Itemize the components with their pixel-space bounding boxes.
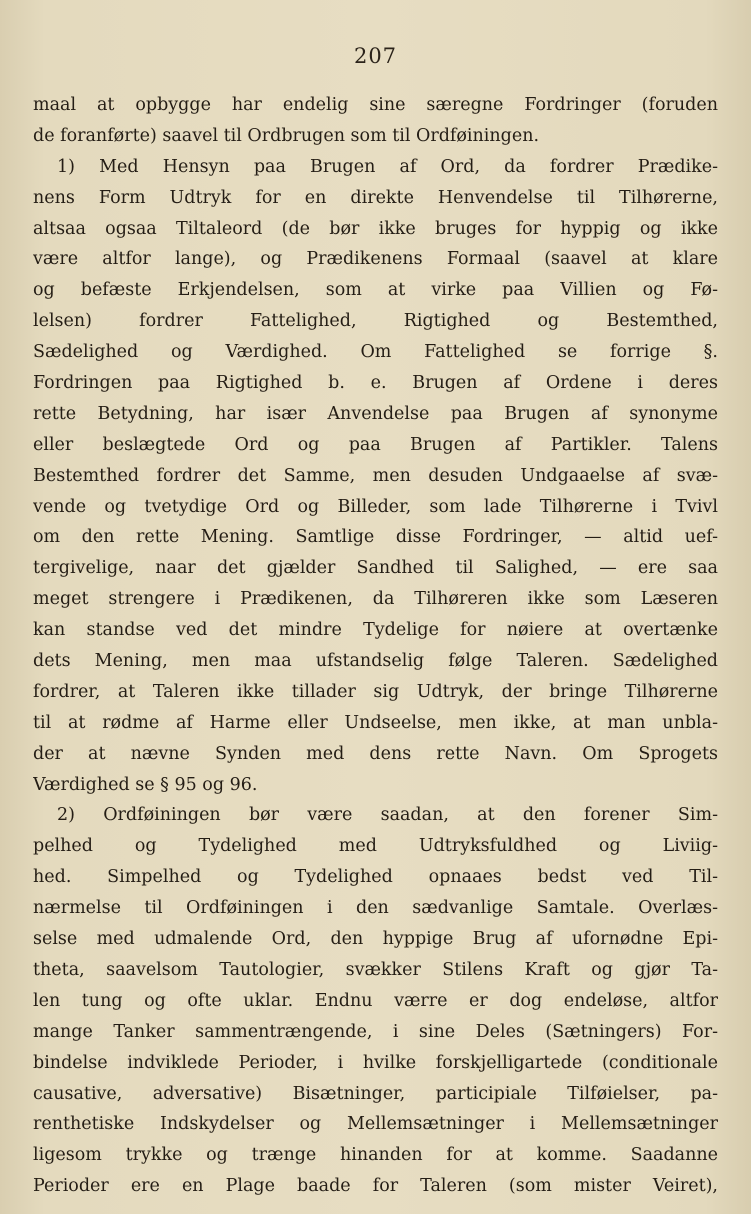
- text-line: meget strengere i Prædikenen, da Tilhøreren ikke som Læseren: [33, 589, 718, 610]
- text-line: Bestemthed fordrer det Samme, men desuden Undgaaelse af svæ-: [33, 465, 718, 486]
- text-line: vende og tvetydige Ord og Billeder, som lade Tilhørerne i Tvivl: [33, 496, 718, 517]
- text-line: fordrer, at Taleren ikke tillader sig Udtryk, der bringe Tilhørerne: [33, 681, 718, 702]
- text-line: Sædelighed og Værdighed. Om Fattelighed se forrige §.: [33, 342, 718, 363]
- body-text: [33, 90, 718, 1202]
- text-line: nens Form Udtryk for en direkte Henvendelse til Tilhørerne,: [33, 187, 718, 208]
- page-number: 207: [353, 44, 398, 68]
- text-line: altsaa ogsaa Tiltaleord (de bør ikke bruges for hyppig og ikke: [33, 218, 718, 239]
- text-line: lelsen) fordrer Fattelighed, Rigtighed og Bestemthed,: [33, 311, 718, 332]
- text-line: om den rette Mening. Samtlige disse Fordringer, — altid uef-: [33, 527, 718, 548]
- text-line: kan standse ved det mindre Tydelige for nøiere at overtænke: [33, 620, 718, 641]
- text-line: de foranførte) saavel til Ordbrugen som til Ordføiningen.: [33, 125, 540, 146]
- text-line: bindelse indviklede Perioder, i hvilke forskjelligartede (conditionale: [33, 1052, 718, 1073]
- text-line: tergivelige, naar det gjælder Sandhed til Salighed, — ere saa: [33, 558, 718, 579]
- text-line: nærmelse til Ordføiningen i den sædvanlige Samtale. Overlæs-: [33, 898, 718, 919]
- text-line: 2) Ordføiningen bør være saadan, at den forener Sim-: [57, 805, 718, 826]
- text-line: være altfor lange), og Prædikenens Formaal (saavel at klare: [33, 249, 718, 270]
- text-line: renthetiske Indskydelser og Mellemsætninger i Mellemsætninger: [33, 1114, 718, 1135]
- text-line: Fordringen paa Rigtighed b. e. Brugen af Ordene i deres: [33, 373, 718, 394]
- text-line: mange Tanker sammentrængende, i sine Deles (Sætningers) For-: [33, 1021, 718, 1042]
- text-line: til at rødme af Harme eller Undseelse, men ikke, at man unbla-: [33, 712, 718, 733]
- text-line: len tung og ofte uklar. Endnu værre er dog endeløse, altfor: [33, 990, 718, 1011]
- text-line: selse med udmalende Ord, den hyppige Brug af ufornødne Epi-: [33, 929, 718, 950]
- text-line: theta, saavelsom Tautologier, svækker Stilens Kraft og gjør Ta-: [33, 959, 718, 980]
- text-line: Værdighed se § 95 og 96.: [33, 774, 258, 795]
- text-line: rette Betydning, har især Anvendelse paa Brugen af synonyme: [33, 403, 718, 424]
- text-line: ligesom trykke og trænge hinanden for at komme. Saadanne: [33, 1145, 718, 1166]
- text-line: causative, adversative) Bisætninger, participiale Tilføielser, pa-: [33, 1083, 718, 1104]
- text-line: pelhed og Tydelighed med Udtryksfuldhed og Liviig-: [33, 836, 718, 857]
- text-line: maal at opbygge har endelig sine særegne Fordringer (foruden: [33, 95, 718, 115]
- text-line: eller beslægtede Ord og paa Brugen af Partikler. Talens: [33, 434, 718, 455]
- text-line: Perioder ere en Plage baade for Taleren (som mister Veiret),: [33, 1176, 718, 1197]
- text-line: 1) Med Hensyn paa Brugen af Ord, da fordrer Prædike-: [57, 156, 718, 177]
- text-line: hed. Simpelhed og Tydelighed opnaaes bedst ved Til-: [33, 867, 718, 888]
- text-line: og befæste Erkjendelsen, som at virke paa Villien og Fø-: [33, 280, 718, 301]
- text-line: der at nævne Synden med dens rette Navn. Om Sprogets: [33, 743, 718, 764]
- text-line: dets Mening, men maa ufstandselig følge Taleren. Sædelighed: [33, 651, 718, 672]
